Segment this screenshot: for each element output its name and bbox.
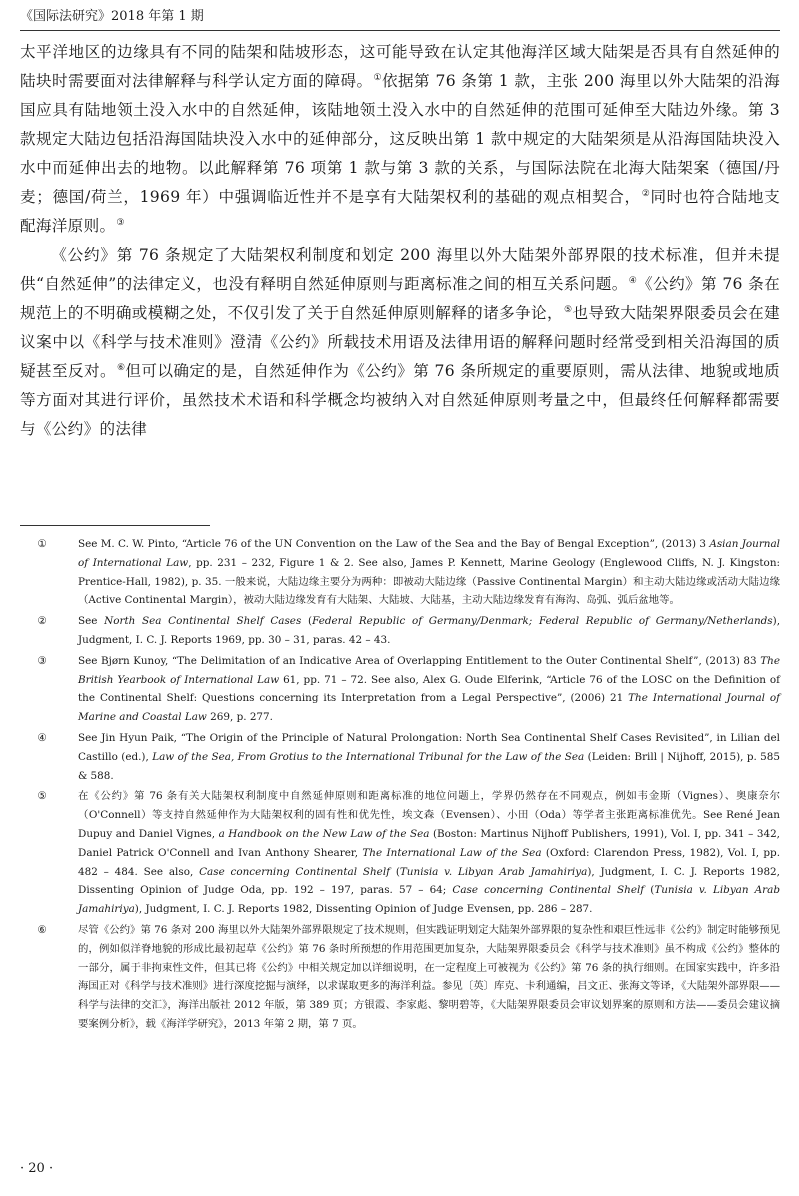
- paragraph-1: [20, 38, 780, 241]
- footnote-italic-text: The British Yearbook of International Law: [78, 654, 780, 686]
- footnote-1: [20, 535, 780, 610]
- footnote-ref-2[interactable]: ②: [641, 188, 651, 199]
- footnote-italic-text: Asian Journal of International Law: [78, 538, 780, 569]
- footnote-italic-text: North Sea Continental Shelf Cases: [104, 615, 302, 628]
- footnote-divider: [20, 525, 210, 526]
- paragraph-2-text-c: 也导致大陆架界限委员会在建议案中以《科学与技术准则》澄清《公约》所载技术用语及法律用语的解释问题时经常受到相关沿海国的质疑甚至反对。: [20, 304, 780, 380]
- footnote-marker: ④: [37, 731, 47, 744]
- paragraph-1-text-c: 同时也符合陆地支配海洋原则。: [20, 188, 780, 235]
- footnote-text: , pp. 231 – 232, Figure 1 & 2. See also, James P. Kennett, Marine Geology (Englewood Cliffs, N. J. Kingston: Prentice-Hall, 1982), p. 35. 一般来说，大陆边缘主要分为两种：即被动大陆边缘（Passive Continental Margin）和主动大陆边缘或活动大陆边缘（Active Continental Margin），被动大陆边缘发育有大陆架、大陆坡、大陆基，主动大陆边缘发育有海沟、岛弧、弧后盆地等。: [78, 556, 781, 607]
- footnote-text: (: [390, 865, 400, 878]
- footnote-text: (Oxford: Clarendon Press, 1982), Vol. I, pp. 482 – 484. See also,: [78, 846, 780, 878]
- footnote-italic-text: Tunisia v. Libyan Arab Jamahiriya: [78, 884, 780, 916]
- footnote-italic-text: Tunisia v. Libyan Arab Jamahiriya: [399, 865, 588, 878]
- footnote-5: [20, 787, 780, 919]
- footnote-ref-1[interactable]: ①: [373, 72, 383, 83]
- footnote-ref-3[interactable]: ③: [116, 217, 125, 228]
- footnote-marker: ⑤: [37, 790, 47, 803]
- footnote-marker: ⑥: [37, 923, 47, 936]
- footnote-italic-text: Case concerning Continental Shelf: [199, 865, 390, 878]
- footnote-text: 269, p. 277.: [206, 711, 273, 724]
- paragraph-1-text-a: 太平洋地区的边缘具有不同的陆架和陆坡形态，这可能导致在认定其他海洋区域大陆架是否具有自然延伸的陆块时需要面对法律解释与科学认定方面的障碍。: [20, 43, 780, 90]
- footnote-italic-text: The International Journal of Marine and Coastal Law: [78, 692, 780, 724]
- main-body-text: [20, 38, 780, 444]
- footnote-ref-6[interactable]: ⑥: [116, 362, 126, 373]
- footnote-text: See: [78, 615, 105, 628]
- footnote-marker: ①: [37, 538, 47, 550]
- footnote-italic-text: Case concerning Continental Shelf: [452, 884, 645, 897]
- footnote-3: [20, 652, 780, 727]
- footnote-text: 尽管《公约》第 76 条对 200 海里以外大陆架外部界限规定了技术规则，但实践证明划定大陆架外部界限的复杂性和艰巨性远非《公约》制定时能够预见的，例如似洋脊地貌的形成比最初起草《公约》第 76 条时所预想的作用范围更加复杂，大陆架界限委员会《科学与技术准则》虽不构成《公约》整体的一部分，属于非拘束性文件，但其已将《公约》中相关规定加以详细说明，在一定程度上可被视为《公约》第 76 条的执行细则。在国家实践中，许多沿海国正对《科学与技术准则》进行深度挖掘与演绎，以求谋取更多的海洋利益。参见〔英〕库克、卡利通编，吕文正、张海文等译，《大陆架外部界限——科学与法律的交汇》，海洋出版社 2012 年版，第 389 页；方银霞、李家彪、黎明碧等，《大陆架界限委员会审议划界案的原则和方法——委员会建议摘要案例分析》，载《海洋学研究》，2013 年第 2 期，第 7 页。: [78, 923, 780, 1030]
- footnote-text: ), Judgment, I. C. J. Reports 1982, Dissenting Opinion of Judge Oda, pp. 192 – 197, paras. 57 – 64;: [78, 865, 780, 897]
- footnote-italic-text: Law of the Sea, From Grotius to the International Tribunal for the Law of the Sea: [152, 750, 585, 763]
- footnote-4: [20, 729, 780, 785]
- footnote-text: (: [644, 884, 655, 897]
- footnote-ref-4[interactable]: ④: [628, 275, 638, 286]
- footnotes-section: [20, 535, 780, 1036]
- page-number: · 20 ·: [20, 1161, 54, 1176]
- paragraph-2: [20, 241, 780, 444]
- footnote-text: 61, pp. 71 – 72. See also, Alex G. Oude Elferink, “Article 76 of the LOSC on the Definition of the Continental Shelf: Questions concerning its Interpretation from a Legal Perspective”, (2006) 21: [78, 673, 780, 705]
- footnote-6: [20, 921, 780, 1034]
- footnote-text: See Bjørn Kunoy, “The Delimitation of an Indicative Area of Overlapping Entitlement to the Outer Continental Shelf”, (2013) 83: [78, 654, 761, 667]
- footnote-italic-text: Federal Republic of Germany/Denmark; Federal Republic of Germany/Netherlands: [312, 615, 773, 628]
- footnote-text: See Jin Hyun Paik, “The Origin of the Principle of Natural Prolongation: North Sea Continental Shelf Cases Revisited”, in Lilian del Castillo (ed.),: [78, 731, 780, 763]
- running-header: 《国际法研究》2018 年第 1 期: [20, 9, 204, 24]
- footnote-marker: ③: [37, 654, 47, 667]
- footnote-2: [20, 612, 780, 650]
- footnote-text: (: [301, 615, 313, 628]
- footnote-text: See M. C. W. Pinto, “Article 76 of the UN Convention on the Law of the Sea and the Bay of Bengal Exception”, (2013) 3: [78, 538, 710, 550]
- footnote-italic-text: The International Law of the Sea: [362, 846, 542, 859]
- paragraph-2-text-d: 但可以确定的是，自然延伸作为《公约》第 76 条所规定的重要原则，需从法律、地貌或地质等方面对其进行评价，虽然技术术语和科学概念均被纳入对自然延伸原则考量之中，但最终任何解释都需要与《公约》的法律: [20, 362, 780, 438]
- footnote-text: (Leiden: Brill | Nijhoff, 2015), p. 585 & 588.: [78, 750, 781, 782]
- footnote-marker: ②: [37, 615, 47, 628]
- footnote-text: ), Judgment, I. C. J. Reports 1982, Dissenting Opinion of Judge Evensen, pp. 286 – 287.: [134, 903, 593, 916]
- paragraph-2-text-a: 《公约》第 76 条规定了大陆架权利制度和划定 200 海里以外大陆架外部界限的技术标准，但并未提供“自然延伸”的法律定义，也没有释明自然延伸原则与距离标准之间的相互关系问题。: [20, 246, 780, 293]
- footnote-ref-5[interactable]: ⑤: [564, 304, 573, 315]
- footnote-text: ), Judgment, I. C. J. Reports 1969, pp. 30 – 31, paras. 42 – 43.: [78, 615, 781, 646]
- footnote-text: 在《公约》第 76 条有关大陆架权利制度中自然延伸原则和距离标准的地位问题上，学界仍然存在不同观点，例如韦金斯（Vignes）、奥康奈尔（O'Connell）等支持自然延伸作为大陆架权利的固有性和优先性，埃文森（Evensen）、小田（Oda）等学者主张距离标准优先。See René Jean Dupuy and Daniel Vignes,: [78, 790, 780, 840]
- footnote-text: (Boston: Martinus Nijhoff Publishers, 1991), Vol. I, pp. 341 – 342, Daniel Patrick O'Connell and Ivan Anthony Shearer,: [78, 827, 780, 859]
- paragraph-1-text-b: 依据第 76 条第 1 款，主张 200 海里以外大陆架的沿海国应具有陆地领土没入水中的自然延伸，该陆地领土没入水中的自然延伸的范围可延伸至大陆边外缘。第 3 款规定大陆边包括沿海国陆块没入水中的延伸部分，这反映出第 1 款中规定的大陆架须是从沿海国陆块没入水中而延伸出去的地物。以此解释第 76 项第 1 款与第 3 款的关系，与国际法院在北海大陆架案（德国/丹麦；德国/荷兰，1969 年）中强调临近性并不是享有大陆架权利的基础的观点相契合，: [20, 72, 780, 206]
- header-divider: [20, 30, 780, 31]
- paragraph-2-text-b: 《公约》第 76 条在规范上的不明确或模糊之处，不仅引发了关于自然延伸原则解释的诸多争论，: [20, 275, 780, 322]
- footnote-italic-text: a Handbook on the New Law of the Sea: [218, 827, 430, 840]
